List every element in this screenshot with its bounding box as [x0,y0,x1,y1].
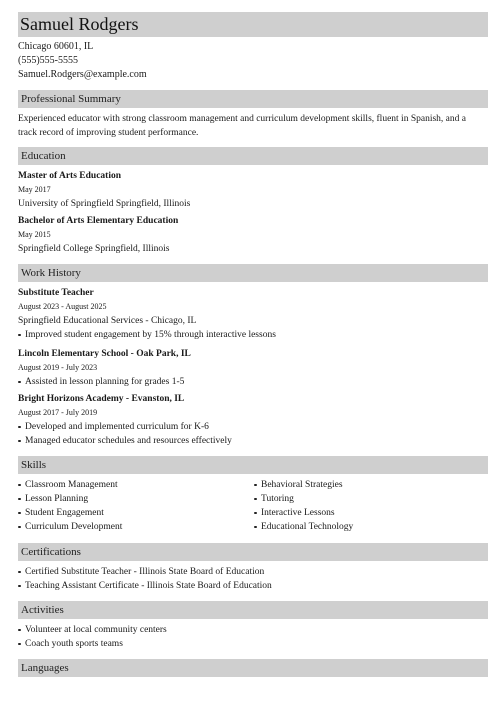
activity-item: Volunteer at local community centers [18,623,483,637]
job-dates: August 2019 - July 2023 [18,363,98,372]
skills-column-left [18,478,238,534]
summary-text: Experienced educator with strong classroom management and curriculum development skills, fluent in Spanish, and a track record of improving student performance. [18,114,466,138]
education-entry [18,214,483,256]
section-heading-education: Education [18,147,488,165]
job-bullets [18,420,483,448]
education-degree: Master of Arts Education [18,171,121,181]
job-bullet: Improved student engagement by 15% through interactive lessons [18,328,483,342]
activity-item: Coach youth sports teams [18,637,483,651]
education-school: University of Springfield Springfield, Illinois [18,199,191,209]
candidate-name: Samuel Rodgers [18,12,488,37]
skill-item: Lesson Planning [18,492,238,506]
job-entry [18,347,483,389]
section-heading-activities: Activities [18,601,488,619]
section-heading-work: Work History [18,264,488,282]
job-employer: Springfield Educational Services - Chicago, IL [18,316,197,326]
skills-list [18,478,238,534]
certifications-list [18,565,483,593]
job-title: Lincoln Elementary School - Oak Park, IL [18,349,191,359]
education-school: Springfield College Springfield, Illinois [18,244,170,254]
contact-location: Chicago 60601, IL [18,41,94,52]
skill-item: Educational Technology [254,520,474,534]
education-date: May 2017 [18,185,51,194]
activity-items [18,623,483,651]
skills-column-right [254,478,474,534]
job-dates: August 2023 - August 2025 [18,302,107,311]
job-bullet: Managed educator schedules and resources effectively [18,434,483,448]
skill-item: Behavioral Strategies [254,478,474,492]
activities-list [18,623,483,651]
certification-items [18,565,483,593]
job-dates: August 2017 - July 2019 [18,408,98,417]
education-degree: Bachelor of Arts Elementary Education [18,216,179,226]
education-date: May 2015 [18,230,51,239]
job-bullet: Developed and implemented curriculum for K-6 [18,420,483,434]
job-bullets [18,328,483,342]
job-bullet: Assisted in lesson planning for grades 1-5 [18,375,483,389]
section-heading-summary: Professional Summary [18,90,488,108]
contact-info [18,40,147,82]
job-bullets [18,375,483,389]
skill-item: Student Engagement [18,506,238,520]
job-entry [18,286,483,342]
section-heading-certifications: Certifications [18,543,488,561]
job-title: Substitute Teacher [18,288,94,298]
skill-item: Curriculum Development [18,520,238,534]
job-entry [18,392,483,448]
skill-item: Interactive Lessons [254,506,474,520]
skill-item: Tutoring [254,492,474,506]
contact-email: Samuel.Rodgers@example.com [18,69,147,80]
education-entry [18,169,483,211]
section-heading-skills: Skills [18,456,488,474]
certification-item: Teaching Assistant Certificate - Illinois State Board of Education [18,579,483,593]
certification-item: Certified Substitute Teacher - Illinois State Board of Education [18,565,483,579]
skill-item: Classroom Management [18,478,238,492]
section-heading-languages: Languages [18,659,488,677]
skills-list [254,478,474,534]
contact-phone: (555)555-5555 [18,55,78,66]
job-title: Bright Horizons Academy - Evanston, IL [18,394,185,404]
